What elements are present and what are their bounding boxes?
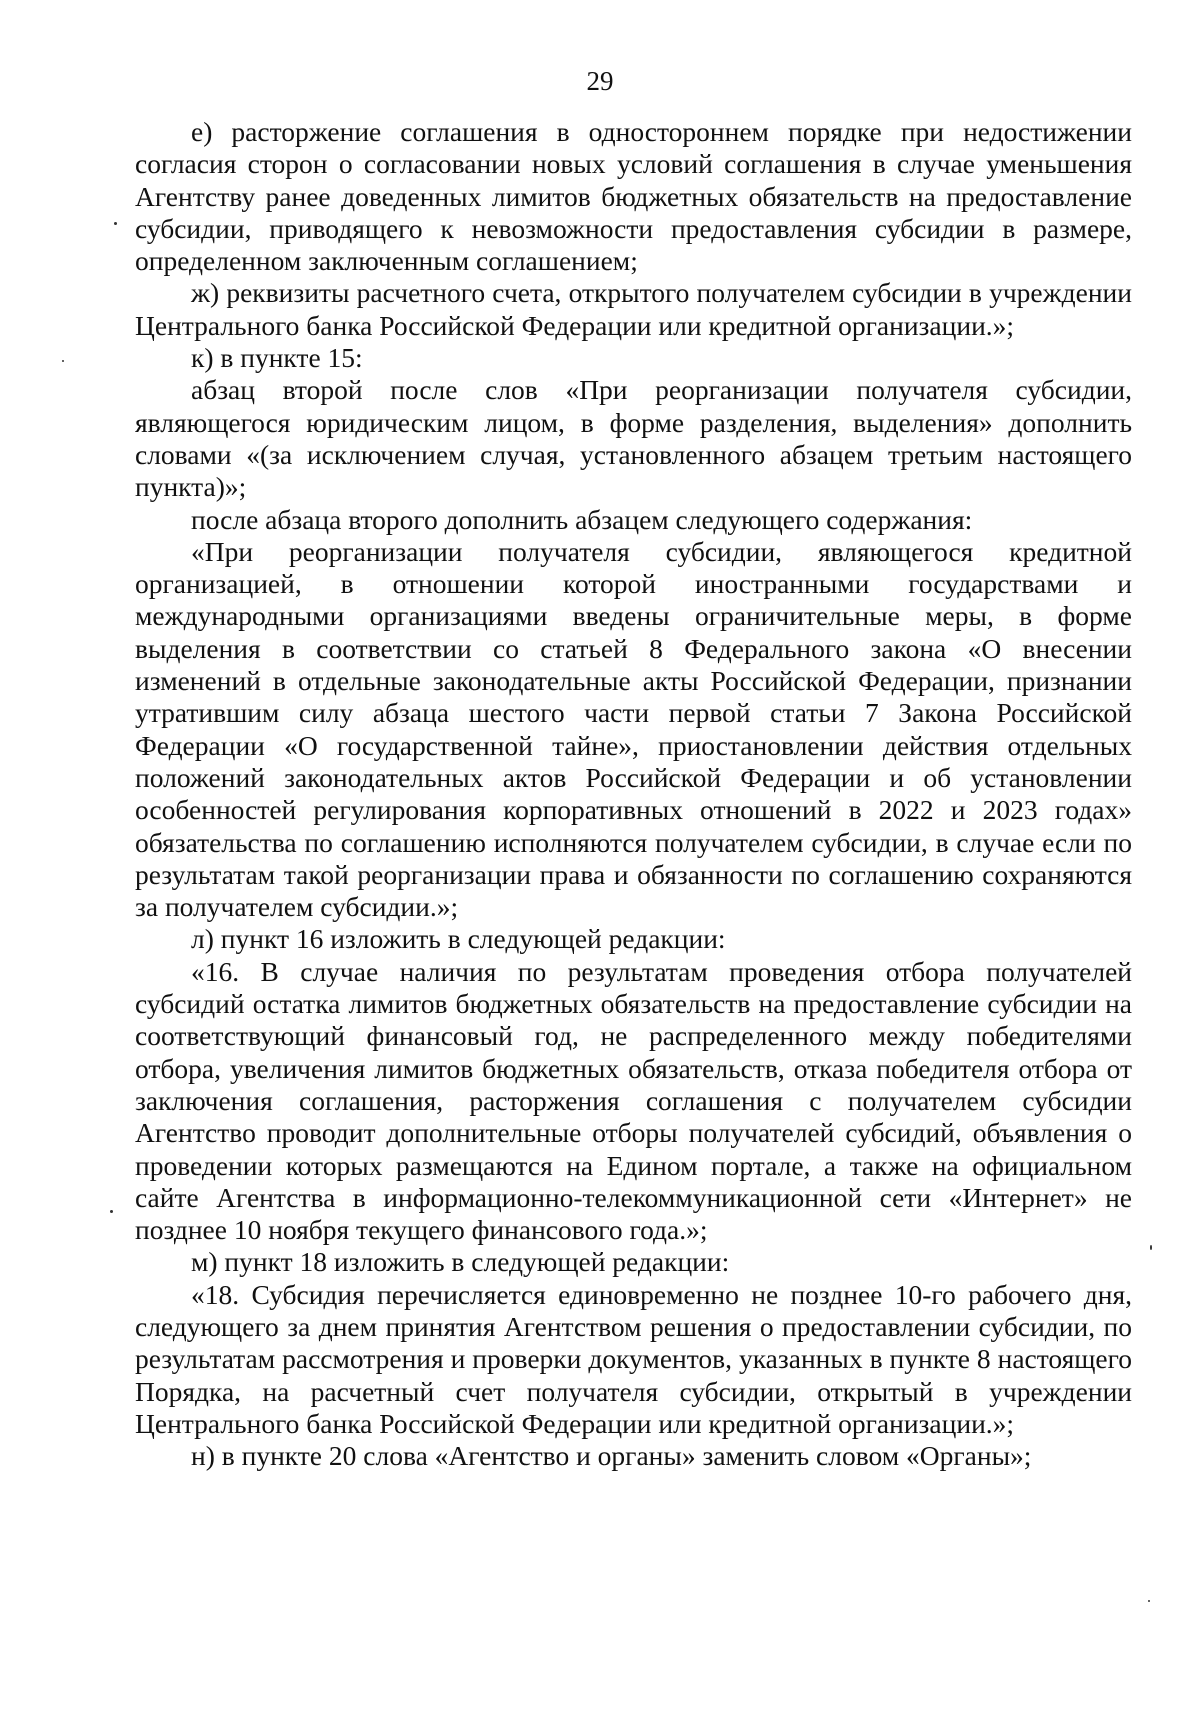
scan-speck xyxy=(110,1210,113,1213)
scan-speck xyxy=(62,360,64,362)
paragraph-k-point-15: к) в пункте 15: xyxy=(191,342,363,374)
paragraph-zh-account-details: ж) реквизиты расчетного счета, открытого получателем субсидии в учреждении Центрального банка Российской Федерации или кредитной организации.»; xyxy=(135,277,1132,341)
scan-speck xyxy=(1150,1245,1152,1250)
page-number: 29 xyxy=(586,66,614,96)
paragraph-point-18-text: «18. Субсидия перечисляется единовременно не позднее 10-го рабочего дня, следующего за днем принятия Агентством решения о предоставлении субсидии, по результатам рассмотрения и проверки документов, указанных в пункте 8 настоящего Порядка, на расчетный счет получателя субсидии, открытый в учреждении Центрального банка Российской Федерации или кредитной организации.»; xyxy=(135,1278,1132,1439)
document-body xyxy=(135,116,1132,1472)
paragraph-e-termination: е) расторжение соглашения в одностороннем порядке при недостижении согласия сторон о согласовании новых условий соглашения в случае уменьшения Агентству ранее доведенных лимитов бюджетных обязательств на предоставление субсидии, приводящего к невозможности предоставления субсидии в размере, определенном заключенным соглашением; xyxy=(135,116,1132,277)
paragraph-point-16-text: «16. В случае наличия по результатам проведения отбора получателей субсидий остатка лимитов бюджетных обязательств на предоставление субсидии на соответствующий финансовый год, не распределенного между победителями отбора, увеличения лимитов бюджетных обязательств, отказа победителя отбора от заключения соглашения, расторжения соглашения с получателем субсидии Агентство проводит дополнительные отборы получателей субсидий, объявления о проведении которых размещаются на Едином портале, а также на официальном сайте Агентства в информационно-телекоммуникационной сети «Интернет» не позднее 10 ноября текущего финансового года.»; xyxy=(135,955,1132,1246)
paragraph-l-point-16: л) пункт 16 изложить в следующей редакции: xyxy=(191,923,726,955)
paragraph-m-point-18: м) пункт 18 изложить в следующей редакции: xyxy=(191,1246,730,1278)
paragraph-n-point-20: н) в пункте 20 слова «Агентство и органы» заменить словом «Органы»; xyxy=(191,1440,1032,1472)
paragraph-reorganization-quote: «При реорганизации получателя субсидии, являющегося кредитной организацией, в отношении которой иностранными государствами и международными организациями введены ограничительные меры, в форме выделения в соответствии со статьей 8 Федерального закона «О внесении изменений в отдельные законодательные акты Российской Федерации, признании утратившим силу абзаца шестого части первой статьи 7 Закона Российской Федерации «О государственной тайне», приостановлении действия отдельных положений законодательных актов Российской Федерации и об установлении особенностей регулирования корпоративных отношений в 2022 и 2023 годах» обязательства по соглашению исполняются получателем субсидии, в случае если по результатам такой реорганизации права и обязанности по соглашению сохраняются за получателем субсидии.»; xyxy=(135,535,1132,923)
paragraph-add-abzac: после абзаца второго дополнить абзацем следующего содержания: xyxy=(191,503,973,535)
scan-speck xyxy=(1148,1600,1150,1602)
scan-speck xyxy=(114,222,117,225)
paragraph-second-abzac-amendment: абзац второй после слов «При реорганизации получателя субсидии, являющегося юридическим лицом, в форме разделения, выделения» дополнить словами «(за исключением случая, установленного абзацем третьим настоящего пункта)»; xyxy=(135,374,1132,503)
